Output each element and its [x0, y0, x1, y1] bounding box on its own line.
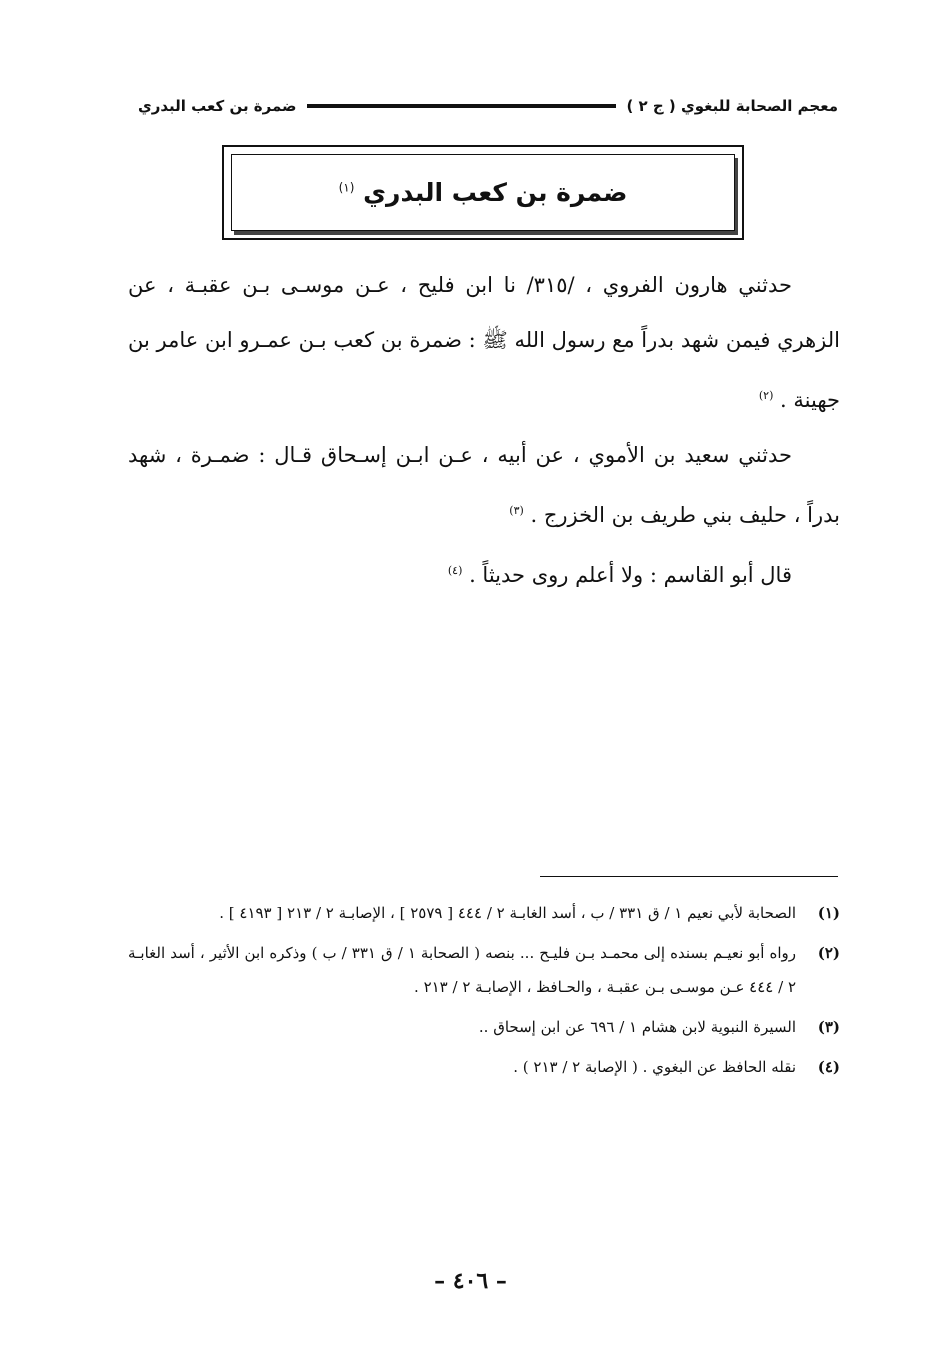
running-header — [138, 94, 838, 118]
main-text — [128, 258, 840, 603]
footnotes — [128, 896, 840, 1090]
footnote-2-text: رواه أبو نعيـم بسنده إلى محمـد بـن فليـح ... بنصه ( الصحابة ١ / ق ٣٣١ / ب ) وذكره ابن الأثير ، أسد الغابـة ٢ / ٤٤٤ عـن موسـى بـن عقبـة ، والحـافظ ، الإصابـة ٢ / ٢١٣ . — [128, 944, 796, 996]
title-box — [222, 145, 744, 240]
paragraph-1 — [128, 258, 840, 428]
footnote-separator — [540, 876, 838, 877]
footnote-1-text: الصحابة لأبي نعيم ١ / ق ٣٣١ / ب ، أسد الغابـة ٢ / ٤٤٤ [ ٢٥٧٩ ] ، الإصابـة ٢ / ٢١٣ [ ٤١٩٣ ] . — [219, 904, 796, 922]
footnote-1 — [128, 896, 840, 930]
footnote-3-number: (٣) — [817, 1018, 840, 1036]
paragraph-2-text: حدثني سعيد بن الأموي ، عن أبيه ، عـن ابـن إسـحاق قـال : ضمـرة ، شهد بدراً ، حليف بني طريف بن الخزرج . — [128, 443, 840, 527]
book-title: معجم الصحابة للبغوي ( ج ٢ ) — [626, 97, 838, 115]
entry-title — [339, 178, 628, 207]
footnote-1-number: (١) — [817, 904, 840, 922]
footnote-3 — [128, 1010, 840, 1044]
page-number: – ٤٠٦ – — [434, 1268, 507, 1294]
footnote-4-number: (٤) — [817, 1058, 840, 1076]
footnote-3-text: السيرة النبوية لابن هشام ١ / ٦٩٦ عن ابن إسحاق .. — [478, 1018, 796, 1036]
title-box-inner — [231, 154, 735, 231]
paragraph-3-text: قال أبو القاسم : ولا أعلم روى حديثاً . — [469, 563, 792, 587]
paragraph-3-footnote-ref: (٤) — [447, 564, 463, 577]
footnote-2 — [128, 936, 840, 1004]
footnote-2-number: (٢) — [817, 944, 840, 962]
paragraph-2-footnote-ref: (٣) — [509, 504, 524, 517]
paragraph-1-text: حدثني هارون الفروي ، /٣١٥/ نا ابن فليح ، عـن موسـى بـن عقبـة ، عن الزهري فيمن شهد بدراً مع رسول الله ﷺ : ضمرة بن كعب بـن عمـرو ابن عامر بن جهينة . — [128, 273, 840, 412]
paragraph-3 — [128, 543, 840, 603]
footnote-4 — [128, 1050, 840, 1084]
paragraph-2 — [128, 428, 840, 543]
footnote-4-text: نقله الحافظ عن البغوي . ( الإصابة ٢ / ٢١٣ ) . — [513, 1058, 796, 1076]
title-footnote-ref: (١) — [338, 180, 355, 195]
entry-title-text: ضمرة بن كعب البدري — [363, 178, 628, 207]
paragraph-1-footnote-ref: (٢) — [758, 389, 774, 402]
header-rule — [307, 104, 617, 108]
entry-title-header: ضمرة بن كعب البدري — [138, 97, 297, 115]
